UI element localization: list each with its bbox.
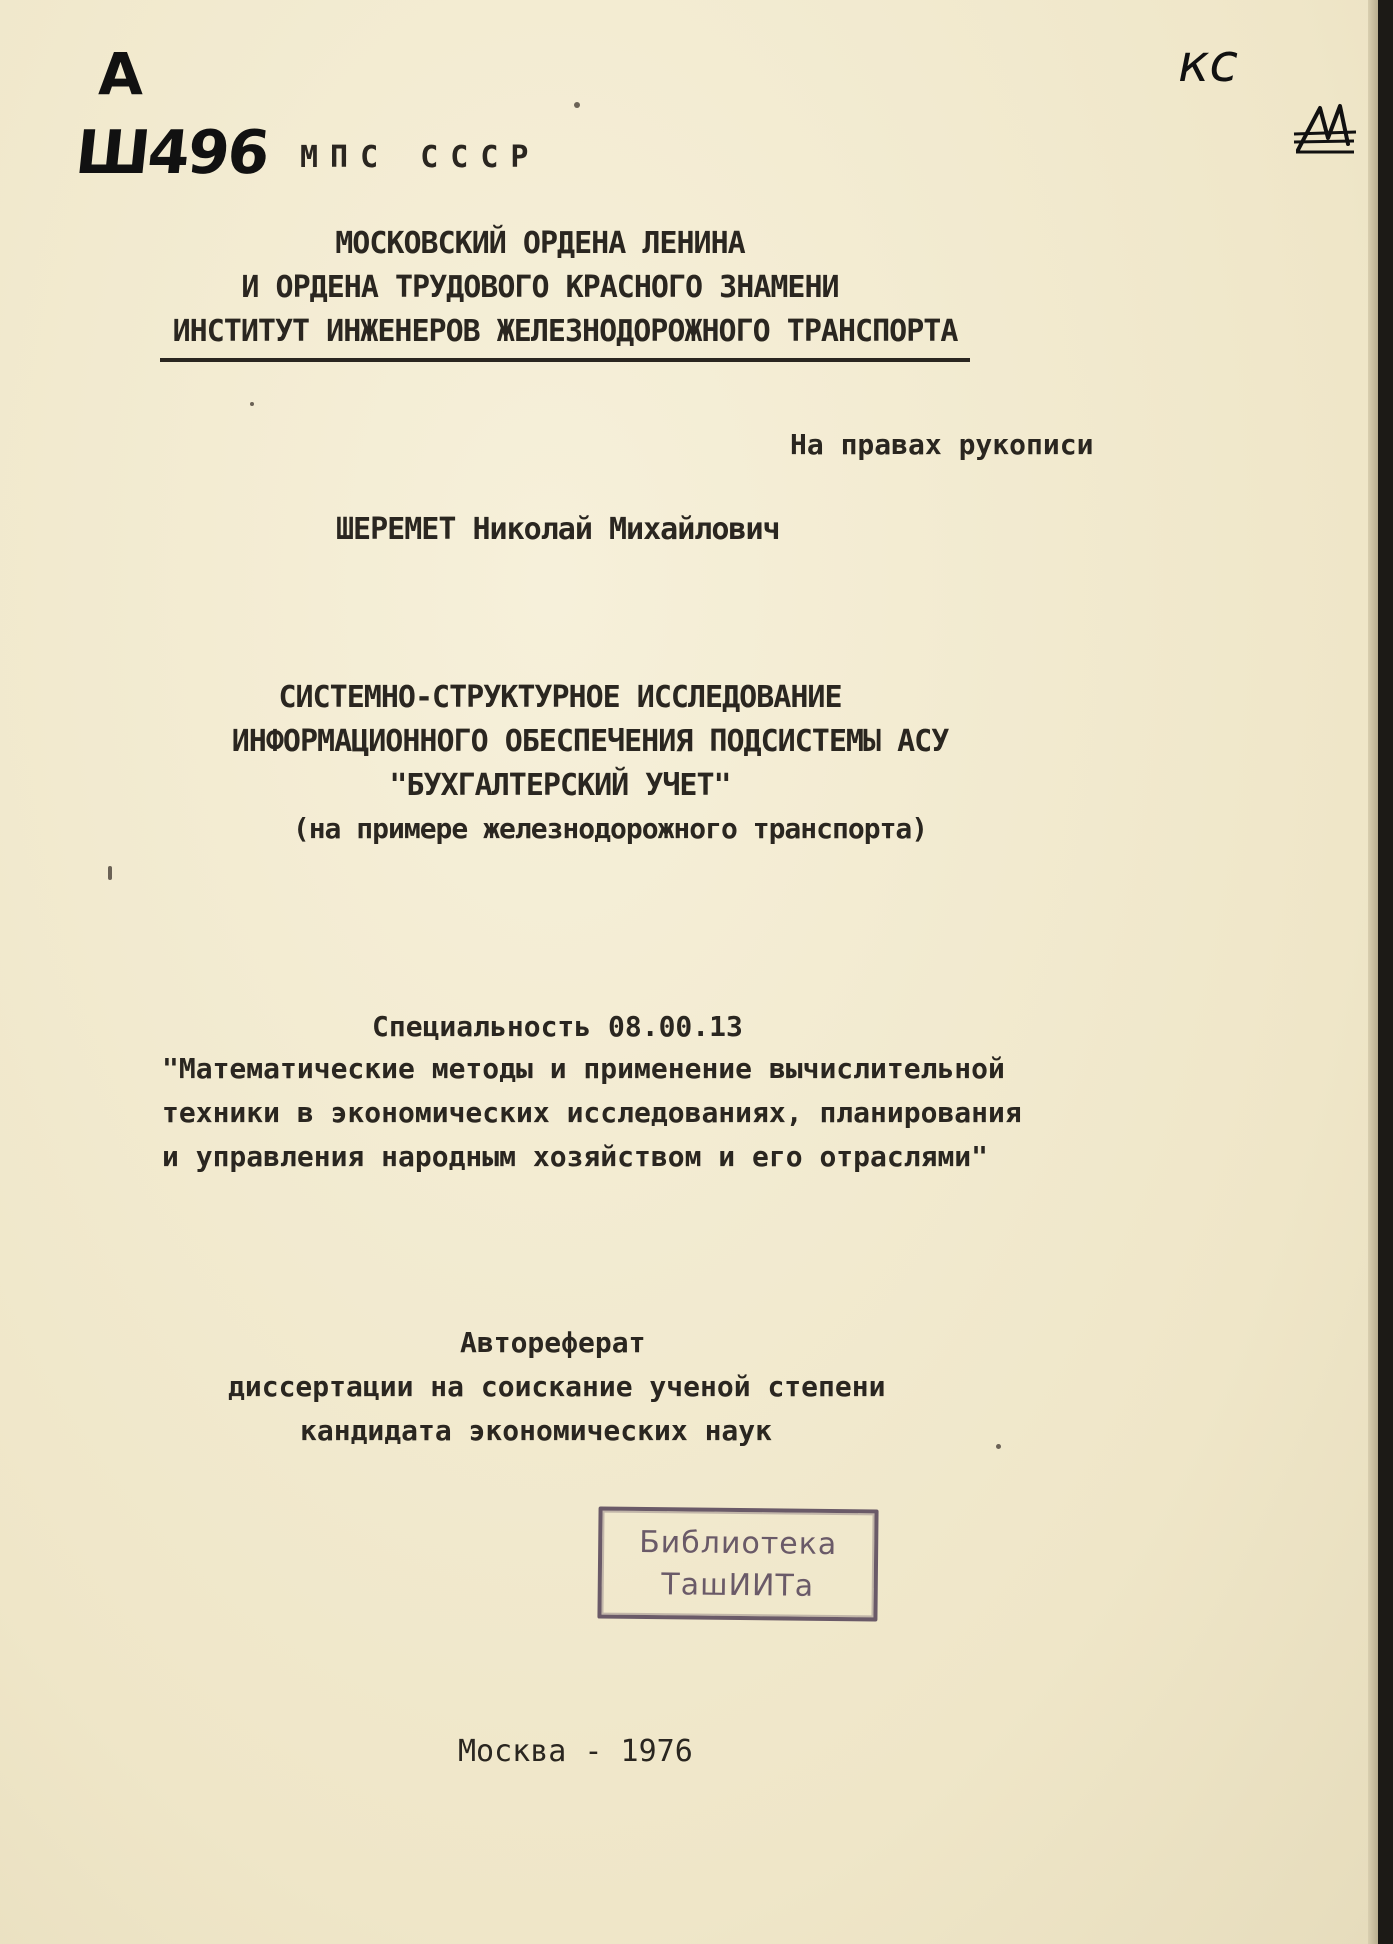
handwritten-mark-kc: кс [1178,34,1238,94]
institute-line-3: ИНСТИТУТ ИНЖЕНЕРОВ ЖЕЛЕЗНОДОРОЖНОГО ТРАНСПОРТА [172,314,958,349]
library-stamp [597,1507,878,1622]
handwritten-mark-a: A [98,40,143,108]
institute-line-1: МОСКОВСКИЙ ОРДЕНА ЛЕНИНА [335,226,745,261]
stamp-line-1: Библиотека [639,1524,838,1563]
abstract-heading: Автореферат [460,1326,646,1359]
scan-border [1378,0,1393,1944]
specialty-description-line-2: техники в экономических исследованиях, планирования [162,1096,1022,1129]
ministry-heading: МПС СССР [300,140,541,175]
title-line-1: СИСТЕМНО-СТРУКТУРНОЕ ИССЛЕДОВАНИЕ [278,680,842,715]
handwritten-shelf-code: Ш496 [72,118,272,188]
specialty-description-line-1: "Математические методы и применение вычислительной [162,1052,1005,1085]
title-subtitle: (на примере железнодорожного транспорта) [292,812,928,845]
specialty-code: Специальность 08.00.13 [372,1010,743,1043]
paper-speck [108,866,112,880]
abstract-line-1: диссертации на соискание ученой степени [228,1370,886,1403]
header-underline [160,358,970,362]
institute-line-2: И ОРДЕНА ТРУДОВОГО КРАСНОГО ЗНАМЕНИ [241,270,839,305]
page-edge-shadow [1368,0,1378,1944]
specialty-description-line-3: и управления народным хозяйством и его отраслями" [162,1140,989,1173]
city-year: Москва - 1976 [458,1734,693,1769]
paper-speck [250,402,254,406]
abstract-line-2: кандидата экономических наук [300,1414,773,1447]
title-line-3: "БУХГАЛТЕРСКИЙ УЧЕТ" [389,768,731,803]
paper-speck [574,102,580,108]
paper-speck [996,1444,1001,1449]
title-line-2: ИНФОРМАЦИОННОГО ОБЕСПЕЧЕНИЯ ПОДСИСТЕМЫ АСУ [231,724,949,759]
stamp-line-2: ТашИИТа [661,1567,815,1604]
author-name: ШЕРЕМЕТ Николай Михайлович [336,512,780,547]
handwritten-signature-icon [1290,94,1360,164]
rights-note: На правах рукописи [790,428,1094,461]
